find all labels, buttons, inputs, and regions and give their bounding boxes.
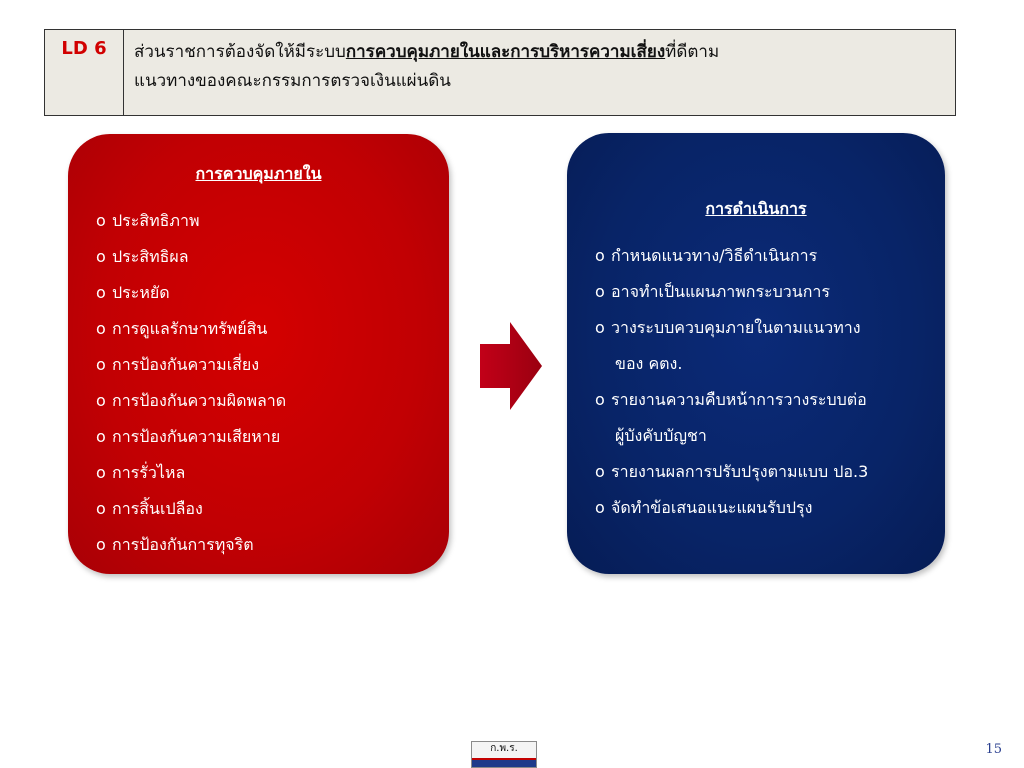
page-number: 15 — [985, 742, 1002, 757]
bullet-icon: o — [96, 355, 106, 374]
operations-panel — [567, 133, 945, 574]
bullet-icon: o — [96, 391, 106, 410]
list-item: o การป้องกันความเสียหาย — [96, 419, 449, 455]
bullet-icon: o — [595, 246, 605, 265]
right-arrow-icon — [480, 322, 542, 410]
header-text-emphasis: การควบคุมภายในและการบริหารความเสี่ยง — [345, 42, 666, 62]
bullet-icon: o — [96, 211, 106, 230]
header-table — [44, 29, 956, 116]
list-item: o รายงานผลการปรับปรุงตามแบบ ปอ.3 — [595, 454, 945, 490]
list-item: o การสิ้นเปลือง — [96, 491, 449, 527]
bullet-icon: o — [96, 247, 106, 266]
list-item: o การป้องกันการทุจริต — [96, 527, 449, 563]
bullet-icon: o — [96, 499, 106, 518]
bullet-icon: o — [96, 427, 106, 446]
operations-list — [595, 238, 945, 526]
bullet-icon: o — [595, 462, 605, 481]
list-item: o อาจทำเป็นแผนภาพกระบวนการ — [595, 274, 945, 310]
list-item: o การป้องกันความผิดพลาด — [96, 383, 449, 419]
indicator-code: LD 6 — [45, 30, 124, 115]
list-item: o การดูแลรักษาทรัพย์สิน — [96, 311, 449, 347]
internal-control-panel — [68, 134, 449, 574]
bullet-icon: o — [595, 390, 605, 409]
list-item: o การป้องกันความเสี่ยง — [96, 347, 449, 383]
list-item: o กำหนดแนวทาง/วิธีดำเนินการ — [595, 238, 945, 274]
header-description — [124, 30, 955, 115]
list-item: o รายงานความคืบหน้าการวางระบบต่อ ผู้บังคับบัญชา — [595, 382, 945, 454]
operations-title: การดำเนินการ — [705, 199, 807, 218]
internal-control-title: การควบคุมภายใน — [195, 164, 322, 183]
logo-band — [472, 758, 536, 767]
list-item: o ประสิทธิผล — [96, 239, 449, 275]
opdc-logo — [471, 741, 537, 768]
list-item-continuation: ผู้บังคับบัญชา — [615, 426, 707, 445]
bullet-icon: o — [595, 318, 605, 337]
header-text-prefix: ส่วนราชการต้องจัดให้มีระบบ — [134, 42, 346, 62]
list-item: o ประหยัด — [96, 275, 449, 311]
bullet-icon: o — [96, 535, 106, 554]
logo-text: ก.พ.ร. — [490, 743, 518, 754]
bullet-icon: o — [96, 283, 106, 302]
header-text-suffix: ที่ดีตาม — [665, 42, 720, 62]
internal-control-list — [96, 203, 449, 563]
list-item: o วางระบบควบคุมภายในตามแนวทาง ของ คตง. — [595, 310, 945, 382]
list-item: o การรั่วไหล — [96, 455, 449, 491]
bullet-icon: o — [96, 319, 106, 338]
bullet-icon: o — [595, 498, 605, 517]
header-text-line2: แนวทางของคณะกรรมการตรวจเงินแผ่นดิน — [134, 71, 451, 91]
list-item: o ประสิทธิภาพ — [96, 203, 449, 239]
bullet-icon: o — [595, 282, 605, 301]
bullet-icon: o — [96, 463, 106, 482]
list-item: o จัดทำข้อเสนอแนะแผนรับปรุง — [595, 490, 945, 526]
list-item-continuation: ของ คตง. — [615, 354, 683, 373]
